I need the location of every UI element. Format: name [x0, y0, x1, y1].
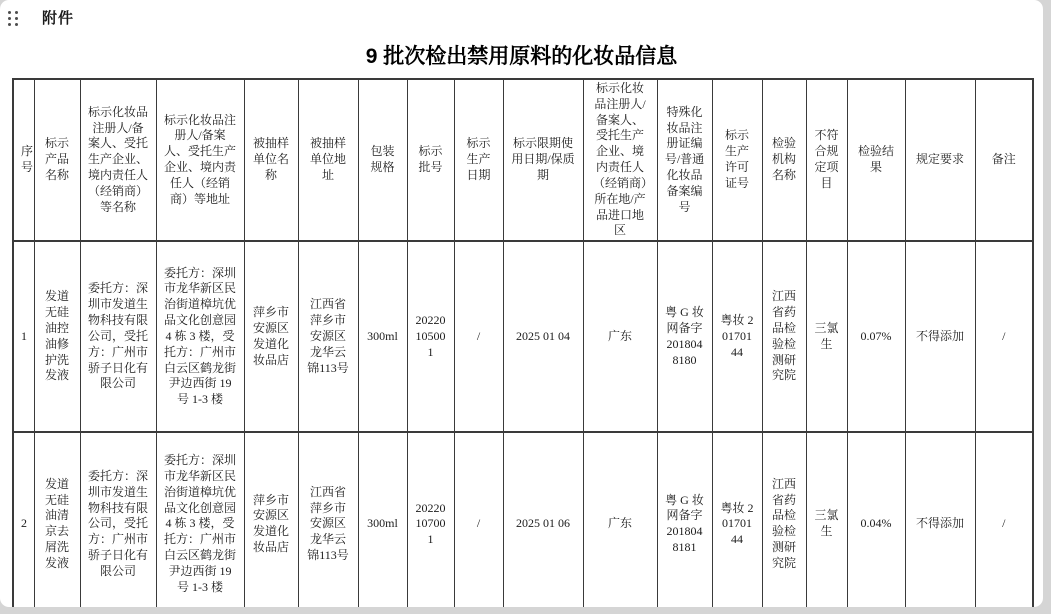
- column-header-registrant-name: 标示化妆品注册人/备案人、受托生产企业、境内责任人（经销商）等名称: [80, 79, 156, 241]
- cell-remark: /: [975, 432, 1033, 607]
- column-header-noncompliant-item: 不符合规定项目: [806, 79, 847, 241]
- table-header-row: [13, 79, 1033, 241]
- column-header-inspection-agency: 检验机构名称: [762, 79, 806, 241]
- column-header-expiry-date: 标示限期使用日期/保质期: [503, 79, 583, 241]
- cell-sampled-unit-name: 萍乡市安源区发道化妆品店: [244, 241, 298, 432]
- cell-expiry-date: 2025 01 06: [503, 432, 583, 607]
- grip-dot: [8, 23, 11, 26]
- column-header-seq: 序号: [13, 79, 34, 241]
- column-header-sampled-unit-name: 被抽样单位名称: [244, 79, 298, 241]
- cell-inspection-agency: 江西省药品检验检测研究院: [762, 432, 806, 607]
- cell-license-no: 粤妆 20170144: [712, 241, 762, 432]
- cell-test-result: 0.07%: [847, 241, 905, 432]
- grip-dot: [15, 17, 18, 20]
- cell-production-date: /: [454, 241, 503, 432]
- cell-batch-no: 20220105001: [407, 241, 454, 432]
- column-header-sampled-unit-address: 被抽样单位地址: [298, 79, 358, 241]
- page-title: 9 批次检出禁用原料的化妆品信息: [365, 45, 678, 68]
- attachment-label: 附件: [42, 10, 75, 27]
- column-header-package-spec: 包装规格: [358, 79, 407, 241]
- cell-product-name: 发道无硅油控油修护洗发液: [34, 241, 80, 432]
- cell-requirement: 不得添加: [905, 241, 975, 432]
- cell-sampled-unit-address: 江西省萍乡市安源区龙华云锦113号: [298, 241, 358, 432]
- cell-registration-no: 粤 G 妆网备字 2018048181: [657, 432, 712, 607]
- cell-expiry-date: 2025 01 04: [503, 241, 583, 432]
- column-header-registrant-location: 标示化妆品注册人/备案人、受托生产企业、境内责任人（经销商）所在地/产品进口地区: [583, 79, 657, 241]
- cell-registrant-address: 委托方：深圳市龙华新区民治街道樟坑优品文化创意园 4 栋 3 楼，受托方：广州市白云区鹤龙街尹边西街 19 号 1-3 楼: [156, 241, 244, 432]
- column-header-batch-no: 标示批号: [407, 79, 454, 241]
- grip-dot: [8, 17, 11, 20]
- table-row: [13, 241, 1033, 432]
- cell-registration-no: 粤 G 妆网备字 2018048180: [657, 241, 712, 432]
- cosmetics-table: [12, 78, 1034, 607]
- column-header-requirement: 规定要求: [905, 79, 975, 241]
- cell-test-result: 0.04%: [847, 432, 905, 607]
- column-header-registrant-address: 标示化妆品注册人/备案人、受托生产企业、境内责任人（经销商）等地址: [156, 79, 244, 241]
- cell-production-date: /: [454, 432, 503, 607]
- cell-package-spec: 300ml: [358, 432, 407, 607]
- column-header-remark: 备注: [975, 79, 1033, 241]
- cell-noncompliant-item: 三氯生: [806, 432, 847, 607]
- cell-sampled-unit-name: 萍乡市安源区发道化妆品店: [244, 432, 298, 607]
- cell-registrant-name: 委托方：深圳市发道生物科技有限公司，受托方：广州市骄子日化有限公司: [80, 432, 156, 607]
- cell-product-name: 发道无硅油清京去屑洗发液: [34, 432, 80, 607]
- cell-registrant-address: 委托方：深圳市龙华新区民治街道樟坑优品文化创意园 4 栋 3 楼，受托方：广州市白云区鹤龙街尹边西街 19 号 1-3 楼: [156, 432, 244, 607]
- cell-noncompliant-item: 三氯生: [806, 241, 847, 432]
- grip-dot: [8, 11, 11, 14]
- cell-remark: /: [975, 241, 1033, 432]
- cell-batch-no: 20220107001: [407, 432, 454, 607]
- cell-license-no: 粤妆 20170144: [712, 432, 762, 607]
- cell-seq: 2: [13, 432, 34, 607]
- grip-dot: [15, 23, 18, 26]
- column-header-license-no: 标示生产许可证号: [712, 79, 762, 241]
- table-row: [13, 432, 1033, 607]
- column-header-product-name: 标示产品名称: [34, 79, 80, 241]
- cell-seq: 1: [13, 241, 34, 432]
- drag-handle-icon[interactable]: [8, 11, 18, 26]
- column-header-registration-no: 特殊化妆品注册证编号/普通化妆品备案编号: [657, 79, 712, 241]
- cell-inspection-agency: 江西省药品检验检测研究院: [762, 241, 806, 432]
- cell-requirement: 不得添加: [905, 432, 975, 607]
- column-header-test-result: 检验结果: [847, 79, 905, 241]
- cell-sampled-unit-address: 江西省萍乡市安源区龙华云锦113号: [298, 432, 358, 607]
- cell-registrant-name: 委托方：深圳市发道生物科技有限公司，受托方：广州市骄子日化有限公司: [80, 241, 156, 432]
- cell-registrant-location: 广东: [583, 432, 657, 607]
- column-header-production-date: 标示生产日期: [454, 79, 503, 241]
- cell-registrant-location: 广东: [583, 241, 657, 432]
- cell-package-spec: 300ml: [358, 241, 407, 432]
- grip-dot: [15, 11, 18, 14]
